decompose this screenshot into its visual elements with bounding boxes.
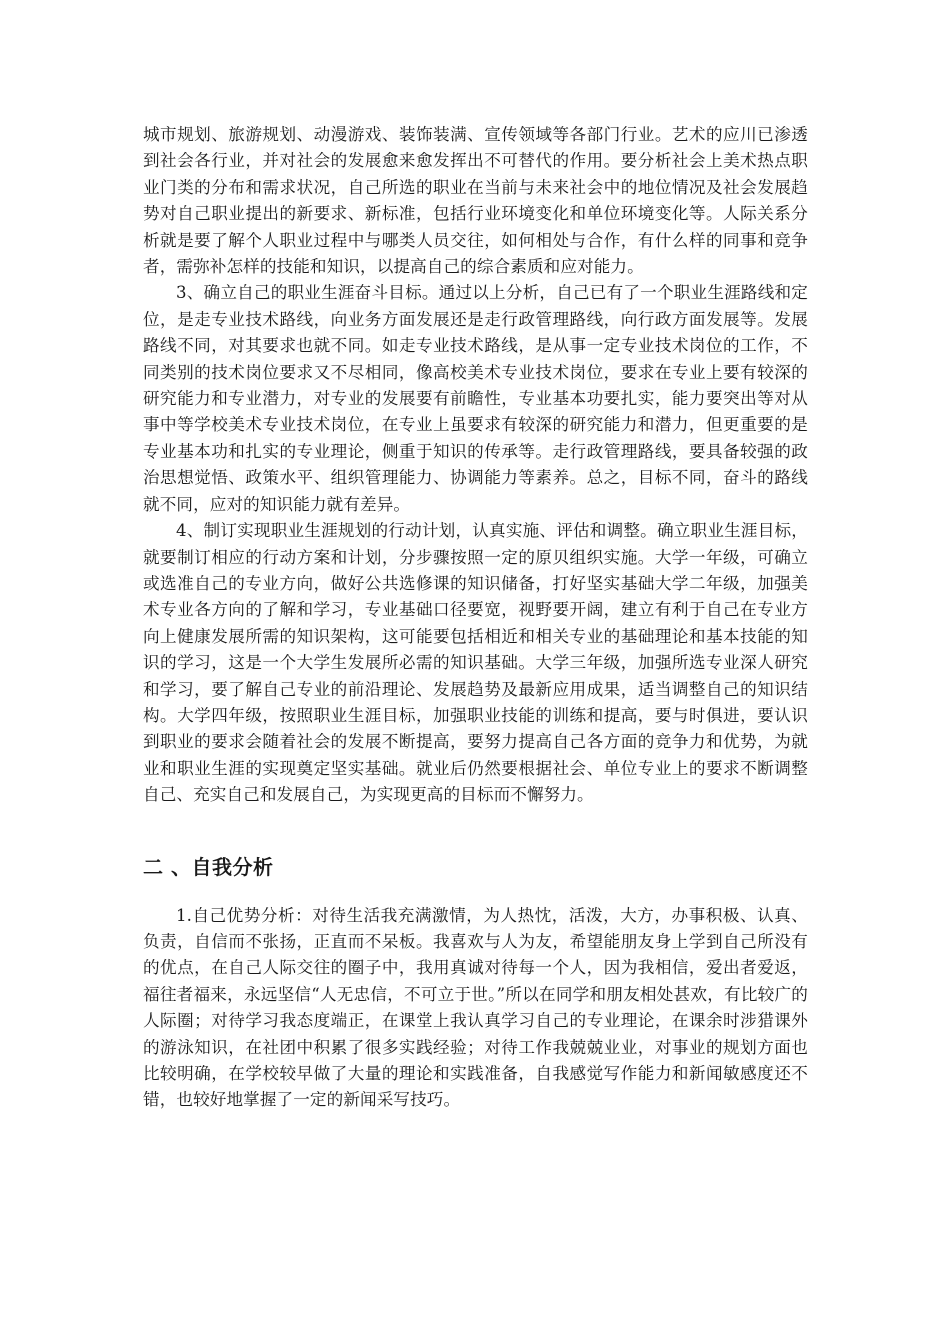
paragraph-career-goal: 3、确立自己的职业生涯奋斗目标。通过以上分析，自己已有了一个职业生涯路线和定位，是走专业技术路线，向业务方面发展还是走行政管理路线，向行政方面发展等。发展路线不同，对其要求也就不同。如走专业技术路线，是从事一定专业技术岗位的工作，不同类别的技术岗位要求又不尽相同，像高校美术专业技术岗位，要求在专业上要有较深的研究能力和专业潜力，对专业的发展要有前瞻性，专业基本功要扎实，能力要突出等对从事中等学校美术专业技术岗位，在专业上虽要求有较深的研究能力和潜力，但更重要的是专业基本功和扎实的专业理论，侧重于知识的传承等。走行政管理路线，要具备较强的政治思想觉悟、政策水平、组织管理能力、协调能力等素养。总之，目标不同，奋斗的路线就不同，应对的知识能力就有差异。 — [143, 283, 808, 514]
paragraph-industry-analysis: 城市规划、旅游规划、动漫游戏、装饰装满、宣传领域等各部门行业。艺术的应川已渗透到社会各行业，并对社会的发展愈来愈发挥出不可替代的作用。要分析社会上美术热点职业门类的分布和需求状况，自己所选的职业在当前与未来社会中的地位情况及社会发展趋势对自己职业提出的新要求、新标准，包括行业环境变化和单位环境变化等。人际关系分析就是要了解个人职业过程中与哪类人员交往，如何相处与合作，有什么样的同事和竞争者，需弥补怎样的技能和知识，以提高自己的综合素质和应对能力。 — [143, 125, 808, 277]
section-heading-wrapper — [143, 853, 808, 881]
paragraph-strengths-analysis: 1.自己优势分析：对待生活我充满激情，为人热忱，活泼，大方，办事积极、认真、负责，自信而不张扬，正直而不呆板。我喜欢与人为友，希望能朋友身上学到自己所没有的优点，在自己人际交往的圈子中，我用真诚对待每一个人，因为我相信，爱出者爱返，福往者福来，永远坚信“人无忠信，不可立于世。”所以在同学和朋友相处甚欢，有比较广的人际圈；对待学习我态度端正，在课堂上我认真学习自己的专业理论，在课余时涉猎课外的游泳知识，在社团中积累了很多实践经验；对待工作我兢兢业业，对事业的规划方面也比较明确，在学校较早做了大量的理论和实践准备，自我感觉写作能力和新闻敏感度还不错，也较好地掌握了一定的新闻采写技巧。 — [143, 905, 808, 1110]
document-page — [143, 122, 808, 1114]
section-heading-self-analysis: 二 、自我分析 — [143, 854, 274, 879]
paragraph-action-plan: 4、制订实现职业生涯规划的行动计划，认真实施、评估和调整。确立职业生涯目标，就要制订相应的行动方案和计划，分步骤按照一定的原贝组织实施。大学一年级，可确立或选准自己的专业方向，做好公共选修课的知识储备，打好坚实基础大学二年级，加强美术专业各方向的了解和学习，专业基础口径要宽，视野要开阔，建立有利于自己在专业方向上健康发展所需的知识架构，这可能要包括相近和相关专业的基础理论和基本技能的知识的学习，这是一个大学生发展所必需的知识基础。大学三年级，加强所选专业深人研究和学习，要了解自己专业的前沿理论、发展趋势及最新应用成果，适当调整自己的知识结构。大学四年级，按照职业生涯目标，加强职业技能的训练和提高，要与时俱进，要认识到职业的要求会随着社会的发展不断提高，要努力提高自己各方面的竞争力和优势，为就业和职业生涯的实现奠定坚实基础。就业后仍然要根据社会、单位专业上的要求不断调整自己、充实自己和发展自己，为实现更高的目标而不懈努力。 — [143, 521, 808, 805]
